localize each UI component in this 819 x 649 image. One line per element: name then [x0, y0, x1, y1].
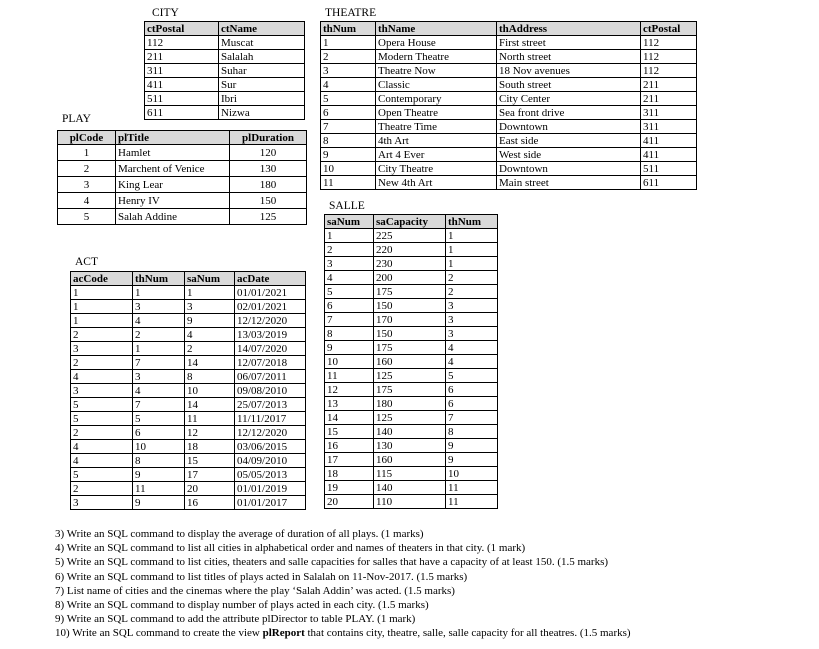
table-cell: 8	[321, 134, 376, 148]
table-cell: 10	[321, 162, 376, 176]
salle-header-row	[325, 215, 498, 229]
table-row	[321, 162, 697, 176]
table-row	[321, 120, 697, 134]
table-cell: 175	[374, 285, 446, 299]
table-cell: 1	[446, 229, 498, 243]
table-cell: New 4th Art	[376, 176, 497, 190]
table-cell: 7	[133, 398, 185, 412]
table-cell: 4	[71, 370, 133, 384]
table-row	[71, 398, 306, 412]
table-cell: 6	[325, 299, 374, 313]
table-cell: 5	[325, 285, 374, 299]
table-cell: 10	[325, 355, 374, 369]
table-cell: 175	[374, 341, 446, 355]
table-cell: 12/12/2020	[235, 426, 306, 440]
table-cell: 5	[71, 468, 133, 482]
table-row	[321, 148, 697, 162]
table-cell: 8	[185, 370, 235, 384]
table-row	[325, 313, 498, 327]
table-row	[321, 78, 697, 92]
table-cell: 125	[374, 369, 446, 383]
table-cell: 160	[374, 453, 446, 467]
table-cell: 13	[325, 397, 374, 411]
table-row	[145, 36, 305, 50]
question-item	[55, 626, 631, 640]
table-cell: 5	[71, 412, 133, 426]
table-row	[321, 36, 697, 50]
table-cell: 411	[641, 134, 697, 148]
table-cell: 02/01/2021	[235, 300, 306, 314]
table-row	[58, 193, 307, 209]
table-cell: 160	[374, 355, 446, 369]
theatre-header-row	[321, 22, 697, 36]
table-cell: Downtown	[497, 120, 641, 134]
table-row	[325, 369, 498, 383]
table-cell: 4	[133, 314, 185, 328]
table-cell: 4	[71, 440, 133, 454]
table-cell: Henry IV	[116, 193, 230, 209]
table-row	[71, 286, 306, 300]
table-cell: Downtown	[497, 162, 641, 176]
table-cell: 211	[641, 92, 697, 106]
table-cell: 10	[185, 384, 235, 398]
table-cell: 2	[71, 328, 133, 342]
table-cell: 7	[325, 313, 374, 327]
table-cell: 11	[185, 412, 235, 426]
table-cell: 6	[446, 397, 498, 411]
table-cell: Theatre Time	[376, 120, 497, 134]
table-cell: City Center	[497, 92, 641, 106]
table-cell: 12/12/2020	[235, 314, 306, 328]
table-cell: 14	[185, 398, 235, 412]
table-cell: 140	[374, 425, 446, 439]
table-cell: 14	[325, 411, 374, 425]
table-cell: 3	[446, 313, 498, 327]
table-cell: 16	[325, 439, 374, 453]
table-cell: Ibri	[219, 92, 305, 106]
table-cell: 2	[71, 356, 133, 370]
table-row	[71, 300, 306, 314]
play-column-header: plTitle	[116, 131, 230, 145]
table-cell: 9	[321, 148, 376, 162]
city-caption: CITY	[152, 7, 179, 19]
table-cell: 1	[446, 243, 498, 257]
table-cell: Sea front drive	[497, 106, 641, 120]
table-cell: 211	[145, 50, 219, 64]
table-cell: 01/01/2021	[235, 286, 306, 300]
table-cell: Modern Theatre	[376, 50, 497, 64]
table-cell: 16	[185, 496, 235, 510]
table-cell: 8	[446, 425, 498, 439]
table-row	[71, 468, 306, 482]
table-row	[325, 327, 498, 341]
table-cell: 11	[133, 482, 185, 496]
table-cell: West side	[497, 148, 641, 162]
table-cell: 01/01/2017	[235, 496, 306, 510]
table-row	[325, 425, 498, 439]
table-cell: 9	[325, 341, 374, 355]
play-table	[57, 130, 307, 225]
table-cell: Main street	[497, 176, 641, 190]
table-cell: 611	[641, 176, 697, 190]
table-row	[325, 243, 498, 257]
table-cell: 18	[185, 440, 235, 454]
question-item: 9) Write an SQL command to add the attribute plDirector to table PLAY. (1 mark)	[55, 613, 416, 626]
act-header-row	[71, 272, 306, 286]
table-cell: 1	[58, 145, 116, 161]
table-cell: 8	[325, 327, 374, 341]
act-column-header: acDate	[235, 272, 306, 286]
table-row	[325, 383, 498, 397]
play-column-header: plCode	[58, 131, 116, 145]
theatre-caption: THEATRE	[325, 7, 377, 19]
table-cell: 10	[446, 467, 498, 481]
table-row	[325, 229, 498, 243]
table-cell: 04/09/2010	[235, 454, 306, 468]
table-cell: 15	[185, 454, 235, 468]
table-cell: 03/06/2015	[235, 440, 306, 454]
question-item: 5) Write an SQL command to list cities, theaters and salle capacities for salles that have a capacity of at least 150. (1.5 marks)	[55, 556, 609, 569]
table-cell: 110	[374, 495, 446, 509]
table-cell: 3	[325, 257, 374, 271]
act-column-header: saNum	[185, 272, 235, 286]
table-cell: 2	[321, 50, 376, 64]
table-row	[71, 440, 306, 454]
table-cell: 125	[230, 209, 307, 225]
table-cell: 2	[71, 482, 133, 496]
table-row	[145, 78, 305, 92]
table-cell: 130	[230, 161, 307, 177]
question-text-pre: 10) Write an SQL command to create the view	[55, 627, 263, 640]
table-cell: 140	[374, 481, 446, 495]
table-cell: 3	[133, 370, 185, 384]
table-cell: 9	[446, 453, 498, 467]
table-row	[71, 370, 306, 384]
theatre-column-header: thNum	[321, 22, 376, 36]
table-row	[325, 481, 498, 495]
table-row	[325, 439, 498, 453]
table-cell: 7	[446, 411, 498, 425]
table-row	[325, 355, 498, 369]
table-cell: 11	[321, 176, 376, 190]
table-cell: 150	[374, 327, 446, 341]
table-cell: 11/11/2017	[235, 412, 306, 426]
table-cell: 1	[133, 342, 185, 356]
table-cell: 18 Nov avenues	[497, 64, 641, 78]
table-cell: 411	[641, 148, 697, 162]
table-cell: East side	[497, 134, 641, 148]
salle-column-header: saNum	[325, 215, 374, 229]
table-cell: Hamlet	[116, 145, 230, 161]
question-text-post: that contains city, theatre, salle, salle capacity for all theatres. (1.5 marks)	[304, 627, 631, 640]
table-cell: 225	[374, 229, 446, 243]
table-cell: Art 4 Ever	[376, 148, 497, 162]
table-cell: 1	[325, 229, 374, 243]
table-row	[321, 50, 697, 64]
table-cell: 11	[325, 369, 374, 383]
table-row	[321, 176, 697, 190]
table-cell: 8	[133, 454, 185, 468]
table-cell: 5	[58, 209, 116, 225]
table-cell: 3	[133, 300, 185, 314]
table-cell: 1	[446, 257, 498, 271]
table-cell: 3	[185, 300, 235, 314]
table-cell: 12	[325, 383, 374, 397]
play-caption: PLAY	[62, 113, 91, 125]
table-row	[321, 106, 697, 120]
table-row	[145, 92, 305, 106]
salle-column-header: thNum	[446, 215, 498, 229]
table-row	[321, 92, 697, 106]
table-cell: 112	[641, 64, 697, 78]
table-cell: 112	[145, 36, 219, 50]
table-row	[71, 314, 306, 328]
table-cell: 20	[325, 495, 374, 509]
table-cell: 1	[71, 286, 133, 300]
salle-caption: SALLE	[329, 200, 365, 212]
table-cell: 5	[133, 412, 185, 426]
table-cell: 5	[321, 92, 376, 106]
table-row	[321, 64, 697, 78]
table-cell: 7	[321, 120, 376, 134]
theatre-table	[320, 21, 697, 190]
table-row	[325, 495, 498, 509]
table-cell: 9	[446, 439, 498, 453]
table-cell: 150	[374, 299, 446, 313]
question-item: 8) Write an SQL command to display number of plays acted in each city. (1.5 marks)	[55, 599, 429, 612]
city-header-row	[145, 22, 305, 36]
table-cell: 17	[325, 453, 374, 467]
table-row	[145, 64, 305, 78]
table-cell: 11	[446, 495, 498, 509]
table-cell: 9	[133, 496, 185, 510]
table-cell: 511	[641, 162, 697, 176]
table-cell: 25/07/2013	[235, 398, 306, 412]
table-cell: 1	[185, 286, 235, 300]
table-cell: 14/07/2020	[235, 342, 306, 356]
table-row	[58, 145, 307, 161]
table-cell: First street	[497, 36, 641, 50]
table-cell: 10	[133, 440, 185, 454]
table-cell: 01/01/2019	[235, 482, 306, 496]
table-cell: 2	[185, 342, 235, 356]
table-row	[71, 356, 306, 370]
table-cell: 112	[641, 36, 697, 50]
table-cell: 18	[325, 467, 374, 481]
table-cell: 17	[185, 468, 235, 482]
table-cell: 4	[325, 271, 374, 285]
table-cell: South street	[497, 78, 641, 92]
theatre-column-header: thName	[376, 22, 497, 36]
table-row	[71, 384, 306, 398]
table-row	[325, 285, 498, 299]
table-cell: 3	[446, 299, 498, 313]
table-cell: 130	[374, 439, 446, 453]
table-cell: Classic	[376, 78, 497, 92]
table-cell: 4	[185, 328, 235, 342]
table-row	[325, 467, 498, 481]
table-row	[71, 328, 306, 342]
question-item: 7) List name of cities and the cinemas where the play ‘Salah Addin’ was acted. (1.5 marks)	[55, 584, 455, 597]
table-row	[325, 397, 498, 411]
table-cell: 200	[374, 271, 446, 285]
city-table	[144, 21, 305, 120]
table-cell: 2	[325, 243, 374, 257]
table-cell: 4	[58, 193, 116, 209]
table-cell: Contemporary	[376, 92, 497, 106]
table-cell: 311	[145, 64, 219, 78]
view-name: plReport	[262, 627, 305, 640]
question-item: 6) Write an SQL command to list titles of plays acted in Salalah on 11-Nov-2017. (1.5 marks)	[55, 570, 468, 583]
table-cell: 13/03/2019	[235, 328, 306, 342]
table-cell: 175	[374, 383, 446, 397]
table-cell: 150	[230, 193, 307, 209]
table-cell: 14	[185, 356, 235, 370]
table-row	[325, 411, 498, 425]
table-cell: Sur	[219, 78, 305, 92]
act-caption: ACT	[75, 256, 98, 268]
table-cell: 115	[374, 467, 446, 481]
table-cell: 06/07/2011	[235, 370, 306, 384]
table-cell: 3	[58, 177, 116, 193]
table-cell: 3	[71, 384, 133, 398]
questions-list	[55, 527, 631, 641]
table-cell: Nizwa	[219, 106, 305, 120]
table-cell: 311	[641, 120, 697, 134]
table-cell: 20	[185, 482, 235, 496]
question-item: 4) Write an SQL command to list all cities in alphabetical order and names of theaters in that city. (1 mark)	[55, 542, 526, 555]
table-cell: 5	[71, 398, 133, 412]
table-cell: Muscat	[219, 36, 305, 50]
theatre-column-header: ctPostal	[641, 22, 697, 36]
table-cell: 6	[133, 426, 185, 440]
table-cell: 2	[446, 271, 498, 285]
table-cell: 180	[374, 397, 446, 411]
table-cell: 19	[325, 481, 374, 495]
play-column-header: plDuration	[230, 131, 307, 145]
city-column-header: ctPostal	[145, 22, 219, 36]
table-row	[145, 50, 305, 64]
table-row	[71, 454, 306, 468]
table-cell: 1	[321, 36, 376, 50]
table-row	[58, 209, 307, 225]
act-table	[70, 271, 306, 510]
table-cell: 12/07/2018	[235, 356, 306, 370]
table-row	[325, 341, 498, 355]
table-row	[145, 106, 305, 120]
table-row	[71, 496, 306, 510]
table-row	[71, 426, 306, 440]
act-column-header: acCode	[71, 272, 133, 286]
table-cell: 2	[446, 285, 498, 299]
table-cell: Open Theatre	[376, 106, 497, 120]
table-cell: 112	[641, 50, 697, 64]
table-cell: 3	[321, 64, 376, 78]
table-row	[325, 271, 498, 285]
act-column-header: thNum	[133, 272, 185, 286]
salle-column-header: saCapacity	[374, 215, 446, 229]
table-cell: 170	[374, 313, 446, 327]
table-row	[58, 177, 307, 193]
table-cell: 311	[641, 106, 697, 120]
table-row	[58, 161, 307, 177]
table-cell: 3	[71, 496, 133, 510]
table-cell: 211	[641, 78, 697, 92]
table-cell: 230	[374, 257, 446, 271]
salle-table	[324, 214, 498, 509]
table-cell: 05/05/2013	[235, 468, 306, 482]
table-cell: 4	[133, 384, 185, 398]
table-cell: 220	[374, 243, 446, 257]
table-cell: 12	[185, 426, 235, 440]
table-row	[71, 412, 306, 426]
table-cell: 5	[446, 369, 498, 383]
table-cell: 2	[71, 426, 133, 440]
table-cell: 11	[446, 481, 498, 495]
table-cell: 1	[71, 300, 133, 314]
question-item: 3) Write an SQL command to display the average of duration of all plays. (1 marks)	[55, 528, 424, 540]
table-cell: Marchent of Venice	[116, 161, 230, 177]
table-cell: 4	[71, 454, 133, 468]
table-cell: 125	[374, 411, 446, 425]
table-row	[325, 453, 498, 467]
table-cell: 1	[71, 314, 133, 328]
table-cell: City Theatre	[376, 162, 497, 176]
table-cell: 15	[325, 425, 374, 439]
table-cell: Salah Addine	[116, 209, 230, 225]
table-row	[325, 257, 498, 271]
table-cell: Salalah	[219, 50, 305, 64]
table-cell: 2	[58, 161, 116, 177]
table-cell: 6	[321, 106, 376, 120]
table-row	[321, 134, 697, 148]
table-cell: 4	[446, 341, 498, 355]
table-cell: 511	[145, 92, 219, 106]
table-cell: Theatre Now	[376, 64, 497, 78]
table-cell: 3	[446, 327, 498, 341]
table-row	[71, 482, 306, 496]
table-cell: 2	[133, 328, 185, 342]
table-cell: 4	[321, 78, 376, 92]
table-row	[325, 299, 498, 313]
table-cell: 1	[133, 286, 185, 300]
theatre-column-header: thAddress	[497, 22, 641, 36]
table-row	[71, 342, 306, 356]
city-column-header: ctName	[219, 22, 305, 36]
table-cell: 4	[446, 355, 498, 369]
table-cell: 09/08/2010	[235, 384, 306, 398]
table-cell: 120	[230, 145, 307, 161]
table-cell: Opera House	[376, 36, 497, 50]
table-cell: North street	[497, 50, 641, 64]
table-cell: 611	[145, 106, 219, 120]
table-cell: 3	[71, 342, 133, 356]
table-cell: 6	[446, 383, 498, 397]
table-cell: King Lear	[116, 177, 230, 193]
play-header-row	[58, 131, 307, 145]
table-cell: 180	[230, 177, 307, 193]
table-cell: 9	[185, 314, 235, 328]
table-cell: Suhar	[219, 64, 305, 78]
table-cell: 411	[145, 78, 219, 92]
table-cell: 7	[133, 356, 185, 370]
table-cell: 4th Art	[376, 134, 497, 148]
table-cell: 9	[133, 468, 185, 482]
